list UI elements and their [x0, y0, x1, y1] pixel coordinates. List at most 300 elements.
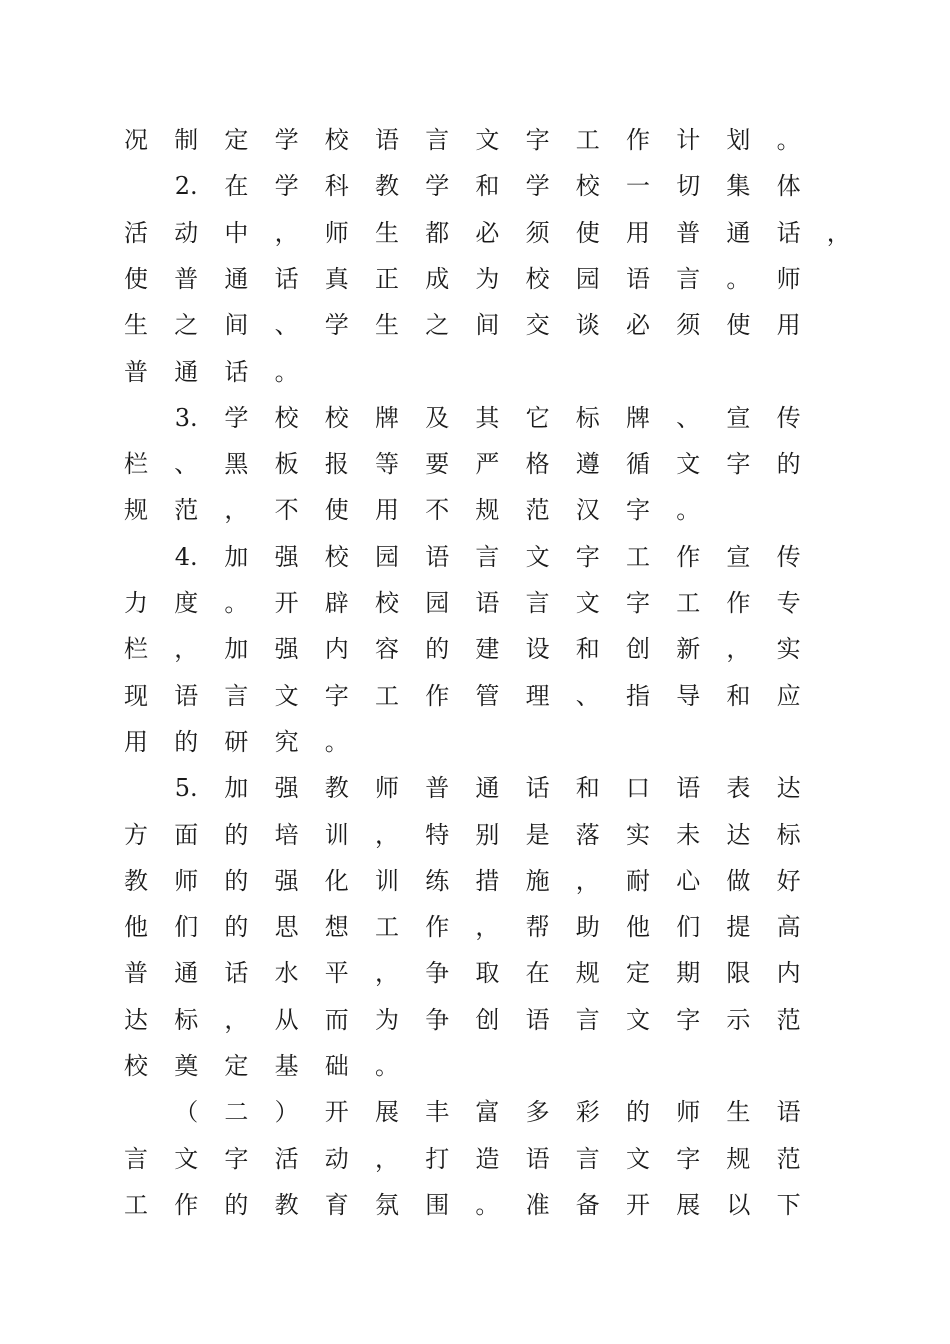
- text-glyph: 达: [776, 774, 801, 803]
- text-glyph: 必: [626, 311, 650, 340]
- text-line: [0, 858, 950, 904]
- text-glyph: 训: [324, 820, 349, 849]
- text-glyph: 语: [676, 774, 701, 803]
- text-glyph: 文: [626, 1005, 650, 1034]
- text-glyph: 园: [425, 589, 450, 617]
- text-glyph: 动: [174, 218, 199, 247]
- text-glyph: 规: [726, 1144, 751, 1173]
- text-glyph: 定: [626, 959, 650, 988]
- text-glyph: 5.: [174, 774, 198, 803]
- text-glyph: 工: [676, 589, 701, 617]
- text-glyph: 不: [425, 496, 450, 525]
- text-glyph: 话: [224, 357, 249, 386]
- text-glyph: 、: [274, 311, 299, 340]
- text-glyph: ，: [826, 218, 851, 247]
- text-line: [0, 487, 950, 533]
- text-glyph: 普: [174, 264, 199, 293]
- text-glyph: 度: [174, 589, 199, 617]
- text-glyph: 的: [224, 1190, 249, 1219]
- text-glyph: 文: [626, 1144, 650, 1173]
- text-glyph: 们: [174, 913, 199, 942]
- text-glyph: 生: [375, 311, 399, 340]
- text-glyph: 想: [324, 913, 349, 942]
- text-glyph: 活: [274, 1144, 299, 1173]
- text-glyph: 作: [676, 542, 701, 571]
- text-glyph: 创: [475, 1005, 500, 1034]
- text-glyph: ，: [274, 218, 299, 247]
- text-glyph: 的: [425, 635, 450, 664]
- text-line: [0, 1089, 950, 1135]
- text-glyph: 开: [626, 1190, 650, 1219]
- text-glyph: 的: [224, 820, 249, 849]
- text-glyph: 牌: [375, 403, 399, 432]
- text-glyph: 语: [475, 589, 500, 617]
- text-glyph: 面: [174, 820, 199, 849]
- text-glyph: 真: [324, 264, 349, 293]
- text-glyph: ，: [375, 1144, 399, 1173]
- text-glyph: 格: [525, 450, 550, 479]
- text-glyph: 划: [726, 126, 751, 154]
- text-glyph: 宣: [726, 542, 751, 571]
- text-glyph: 达: [124, 1005, 148, 1034]
- text-glyph: ）: [274, 1098, 299, 1127]
- text-glyph: 遵: [575, 450, 600, 479]
- text-glyph: 研: [224, 727, 249, 756]
- text-glyph: 字: [726, 450, 751, 479]
- text-glyph: ，: [575, 866, 600, 895]
- text-glyph: 导: [676, 681, 701, 710]
- text-glyph: 以: [726, 1190, 751, 1219]
- text-glyph: 设: [525, 635, 550, 664]
- text-glyph: 严: [475, 450, 500, 479]
- text-glyph: 。: [324, 727, 349, 756]
- text-glyph: 使: [324, 496, 349, 525]
- text-glyph: 和: [575, 635, 600, 664]
- text-glyph: 取: [475, 959, 500, 988]
- text-glyph: 展: [676, 1190, 701, 1219]
- text-glyph: 培: [274, 820, 299, 849]
- text-glyph: 的: [224, 866, 249, 895]
- text-glyph: 建: [475, 635, 500, 664]
- text-glyph: 定: [224, 126, 249, 154]
- text-glyph: ，: [375, 959, 399, 988]
- text-glyph: 示: [726, 1005, 751, 1034]
- text-glyph: 语: [626, 264, 650, 293]
- text-glyph: 字: [525, 126, 550, 154]
- text-glyph: 教: [124, 866, 148, 895]
- text-glyph: 板: [274, 450, 299, 479]
- text-glyph: 础: [324, 1052, 349, 1080]
- text-glyph: 现: [124, 681, 148, 710]
- text-glyph: 们: [676, 913, 701, 942]
- text-glyph: 牌: [626, 403, 650, 432]
- text-glyph: 校: [575, 172, 600, 201]
- text-glyph: 、: [174, 450, 199, 479]
- text-glyph: 标: [776, 820, 801, 849]
- text-glyph: 校: [375, 589, 399, 617]
- text-glyph: 育: [324, 1190, 349, 1219]
- text-glyph: 加: [224, 542, 249, 571]
- text-glyph: 强: [274, 774, 299, 803]
- text-glyph: 容: [375, 635, 399, 664]
- text-glyph: 制: [174, 126, 199, 154]
- text-glyph: 字: [626, 496, 650, 525]
- text-glyph: 化: [324, 866, 349, 895]
- text-glyph: 从: [274, 1005, 299, 1034]
- text-glyph: 活: [124, 218, 148, 247]
- text-glyph: 究: [274, 727, 299, 756]
- text-glyph: 言: [676, 264, 701, 293]
- text-glyph: 文: [676, 450, 701, 479]
- text-glyph: 交: [525, 311, 550, 340]
- text-glyph: 。: [676, 496, 701, 525]
- text-glyph: 校: [274, 403, 299, 432]
- text-glyph: 2.: [174, 172, 198, 201]
- text-glyph: 文: [174, 1144, 199, 1173]
- text-glyph: 校: [124, 1052, 148, 1080]
- text-glyph: 传: [776, 403, 801, 432]
- text-glyph: 别: [475, 820, 500, 849]
- text-glyph: 学: [274, 172, 299, 201]
- text-glyph: 。: [726, 264, 751, 293]
- text-glyph: 准: [525, 1190, 550, 1219]
- text-glyph: 一: [626, 172, 650, 201]
- text-glyph: 间: [475, 311, 500, 340]
- text-glyph: 言: [425, 126, 450, 154]
- text-glyph: 成: [425, 264, 450, 293]
- text-glyph: 管: [475, 681, 500, 710]
- text-glyph: 学: [525, 172, 550, 201]
- text-glyph: 练: [425, 866, 450, 895]
- text-glyph: 教: [324, 774, 349, 803]
- text-glyph: 和: [726, 681, 751, 710]
- text-line: [0, 673, 950, 719]
- text-glyph: （: [174, 1098, 199, 1127]
- text-glyph: 用: [375, 496, 399, 525]
- text-glyph: 正: [375, 264, 399, 293]
- text-glyph: 指: [626, 681, 650, 710]
- text-glyph: 字: [324, 681, 349, 710]
- text-glyph: 传: [776, 542, 801, 571]
- text-glyph: 在: [224, 172, 249, 201]
- text-glyph: 和: [575, 774, 600, 803]
- text-line: [0, 395, 950, 441]
- text-glyph: 生: [375, 218, 399, 247]
- text-glyph: 二: [224, 1098, 249, 1127]
- text-glyph: 教: [274, 1190, 299, 1219]
- text-glyph: 加: [224, 635, 249, 664]
- text-glyph: 及: [425, 403, 450, 432]
- text-glyph: 训: [375, 866, 399, 895]
- text-glyph: 教: [375, 172, 399, 201]
- text-glyph: 集: [726, 172, 751, 201]
- text-glyph: 口: [626, 774, 650, 803]
- text-glyph: 不: [274, 496, 299, 525]
- text-glyph: 通: [224, 264, 249, 293]
- text-line: [0, 256, 950, 302]
- text-glyph: ，: [224, 1005, 249, 1034]
- text-glyph: 富: [475, 1098, 500, 1127]
- text-glyph: 期: [676, 959, 701, 988]
- text-glyph: 须: [676, 311, 701, 340]
- text-glyph: 规: [124, 496, 148, 525]
- text-glyph: 实: [776, 635, 801, 664]
- text-glyph: 范: [174, 496, 199, 525]
- text-glyph: 校: [525, 264, 550, 293]
- text-line: [0, 1182, 950, 1228]
- text-glyph: 况: [124, 126, 148, 154]
- text-glyph: 言: [575, 1144, 600, 1173]
- text-glyph: 师: [324, 218, 349, 247]
- text-glyph: 为: [375, 1005, 399, 1034]
- text-glyph: 基: [274, 1052, 299, 1080]
- text-glyph: ，: [174, 635, 199, 664]
- text-glyph: 力: [124, 589, 148, 617]
- text-glyph: 定: [224, 1052, 249, 1080]
- text-glyph: 之: [425, 311, 450, 340]
- text-glyph: 话: [776, 218, 801, 247]
- text-glyph: 表: [726, 774, 751, 803]
- text-glyph: 校: [324, 126, 349, 154]
- text-glyph: 创: [626, 635, 650, 664]
- text-glyph: 校: [324, 542, 349, 571]
- text-glyph: 好: [776, 866, 801, 895]
- text-glyph: 文: [525, 542, 550, 571]
- text-glyph: 之: [174, 311, 199, 340]
- text-glyph: 实: [626, 820, 650, 849]
- text-glyph: 文: [475, 126, 500, 154]
- text-line: [0, 349, 950, 395]
- text-glyph: 他: [124, 913, 148, 942]
- text-line: [0, 904, 950, 950]
- text-glyph: 作: [626, 126, 650, 154]
- text-glyph: 栏: [124, 450, 148, 479]
- text-glyph: 语: [174, 681, 199, 710]
- text-glyph: 字: [224, 1144, 249, 1173]
- text-line: [0, 163, 950, 209]
- text-glyph: 思: [274, 913, 299, 942]
- text-glyph: 作: [726, 589, 751, 617]
- text-glyph: 间: [224, 311, 249, 340]
- text-glyph: 、: [575, 681, 600, 710]
- text-glyph: 字: [676, 1005, 701, 1034]
- text-glyph: ，: [375, 820, 399, 849]
- text-glyph: 工: [375, 913, 399, 942]
- text-glyph: 强: [274, 635, 299, 664]
- text-glyph: 工: [375, 681, 399, 710]
- text-glyph: 使: [726, 311, 751, 340]
- text-glyph: 校: [324, 403, 349, 432]
- text-line: [0, 441, 950, 487]
- text-glyph: 新: [676, 635, 701, 664]
- text-glyph: 动: [324, 1144, 349, 1173]
- text-glyph: 字: [676, 1144, 701, 1173]
- text-glyph: 展: [375, 1098, 399, 1127]
- text-glyph: 4.: [174, 542, 198, 571]
- text-glyph: 园: [375, 542, 399, 571]
- text-glyph: 助: [575, 913, 600, 942]
- text-glyph: 使: [575, 218, 600, 247]
- text-glyph: 。: [776, 126, 801, 154]
- text-glyph: 争: [425, 959, 450, 988]
- text-glyph: 园: [575, 264, 600, 293]
- text-glyph: 他: [626, 913, 650, 942]
- text-glyph: 作: [425, 913, 450, 942]
- text-glyph: 文: [274, 681, 299, 710]
- text-glyph: 标: [174, 1005, 199, 1034]
- text-glyph: 。: [224, 589, 249, 617]
- text-glyph: 平: [324, 959, 349, 988]
- text-glyph: 要: [425, 450, 450, 479]
- text-glyph: 耐: [626, 866, 650, 895]
- text-glyph: 的: [626, 1098, 650, 1127]
- text-glyph: 学: [425, 172, 450, 201]
- text-glyph: 师: [776, 264, 801, 293]
- text-glyph: 科: [324, 172, 349, 201]
- text-line: [0, 812, 950, 858]
- text-glyph: 师: [676, 1098, 701, 1127]
- text-glyph: 特: [425, 820, 450, 849]
- text-glyph: 高: [776, 913, 801, 942]
- text-glyph: 而: [324, 1005, 349, 1034]
- text-glyph: 专: [776, 589, 801, 617]
- text-glyph: 语: [425, 542, 450, 571]
- text-glyph: 氛: [375, 1190, 399, 1219]
- text-glyph: 话: [525, 774, 550, 803]
- text-line: [0, 117, 950, 163]
- text-glyph: 言: [124, 1144, 148, 1173]
- text-glyph: 争: [425, 1005, 450, 1034]
- text-glyph: 通: [726, 218, 751, 247]
- text-glyph: 宣: [726, 403, 751, 432]
- text-glyph: 作: [425, 681, 450, 710]
- text-glyph: 生: [726, 1098, 751, 1127]
- text-glyph: 言: [224, 681, 249, 710]
- text-glyph: 提: [726, 913, 751, 942]
- text-glyph: 内: [324, 635, 349, 664]
- text-line: [0, 950, 950, 996]
- text-glyph: 帮: [525, 913, 550, 942]
- text-glyph: 它: [525, 403, 550, 432]
- text-line: [0, 1043, 950, 1089]
- text-glyph: 普: [425, 774, 450, 803]
- text-glyph: 谈: [575, 311, 600, 340]
- text-glyph: 。: [274, 357, 299, 386]
- text-glyph: 。: [475, 1190, 500, 1219]
- text-glyph: 强: [274, 542, 299, 571]
- text-glyph: 施: [525, 866, 550, 895]
- text-glyph: 切: [676, 172, 701, 201]
- text-glyph: 栏: [124, 635, 148, 664]
- text-glyph: 等: [375, 450, 399, 479]
- text-glyph: 语: [776, 1098, 801, 1127]
- text-glyph: 水: [274, 959, 299, 988]
- text-glyph: 备: [575, 1190, 600, 1219]
- text-glyph: 字: [626, 589, 650, 617]
- text-glyph: 的: [224, 913, 249, 942]
- text-glyph: 语: [375, 126, 399, 154]
- text-glyph: 普: [124, 959, 148, 988]
- text-glyph: 下: [776, 1190, 801, 1219]
- text-glyph: 打: [425, 1144, 450, 1173]
- text-glyph: 言: [525, 589, 550, 617]
- text-glyph: 范: [525, 496, 550, 525]
- text-glyph: 围: [425, 1190, 450, 1219]
- text-glyph: 、: [676, 403, 701, 432]
- text-line: [0, 626, 950, 672]
- text-glyph: 中: [224, 218, 249, 247]
- text-glyph: 做: [726, 866, 751, 895]
- text-glyph: 师: [375, 774, 399, 803]
- text-glyph: 落: [575, 820, 600, 849]
- text-glyph: ，: [726, 635, 751, 664]
- text-glyph: 计: [676, 126, 701, 154]
- text-glyph: 丰: [425, 1098, 450, 1127]
- text-glyph: 语: [525, 1144, 550, 1173]
- text-glyph: 辟: [324, 589, 349, 617]
- text-glyph: 通: [174, 959, 199, 988]
- text-glyph: 生: [124, 311, 148, 340]
- text-glyph: 为: [475, 264, 500, 293]
- text-glyph: 使: [124, 264, 148, 293]
- text-glyph: 方: [124, 820, 148, 849]
- text-glyph: 话: [224, 959, 249, 988]
- text-glyph: 学: [274, 126, 299, 154]
- text-glyph: 规: [575, 959, 600, 988]
- text-glyph: 报: [324, 450, 349, 479]
- text-glyph: 用: [124, 727, 148, 756]
- text-glyph: 作: [174, 1190, 199, 1219]
- text-glyph: 工: [575, 126, 600, 154]
- text-glyph: 用: [626, 218, 650, 247]
- text-glyph: 加: [224, 774, 249, 803]
- text-glyph: 理: [525, 681, 550, 710]
- text-line: [0, 534, 950, 580]
- text-glyph: 文: [575, 589, 600, 617]
- text-glyph: 工: [124, 1190, 148, 1219]
- text-glyph: 言: [575, 1005, 600, 1034]
- text-glyph: 规: [475, 496, 500, 525]
- text-glyph: 应: [776, 681, 801, 710]
- text-glyph: 汉: [575, 496, 600, 525]
- text-glyph: 强: [274, 866, 299, 895]
- text-glyph: 言: [475, 542, 500, 571]
- text-glyph: 限: [726, 959, 751, 988]
- text-glyph: 开: [274, 589, 299, 617]
- text-glyph: 黑: [224, 450, 249, 479]
- text-glyph: 范: [776, 1005, 801, 1034]
- text-glyph: 范: [776, 1144, 801, 1173]
- text-glyph: 达: [726, 820, 751, 849]
- text-glyph: 工: [626, 542, 650, 571]
- text-glyph: 普: [124, 357, 148, 386]
- text-glyph: 的: [174, 727, 199, 756]
- text-line: [0, 302, 950, 348]
- text-line: [0, 719, 950, 765]
- text-glyph: 未: [676, 820, 701, 849]
- text-glyph: 其: [475, 403, 500, 432]
- text-glyph: 须: [525, 218, 550, 247]
- text-line: [0, 210, 950, 256]
- text-glyph: 3.: [174, 403, 198, 432]
- text-glyph: 多: [525, 1098, 550, 1127]
- text-glyph: 循: [626, 450, 650, 479]
- text-glyph: 奠: [174, 1052, 199, 1080]
- text-line: [0, 765, 950, 811]
- text-glyph: 开: [324, 1098, 349, 1127]
- text-glyph: 是: [525, 820, 550, 849]
- text-glyph: 必: [475, 218, 500, 247]
